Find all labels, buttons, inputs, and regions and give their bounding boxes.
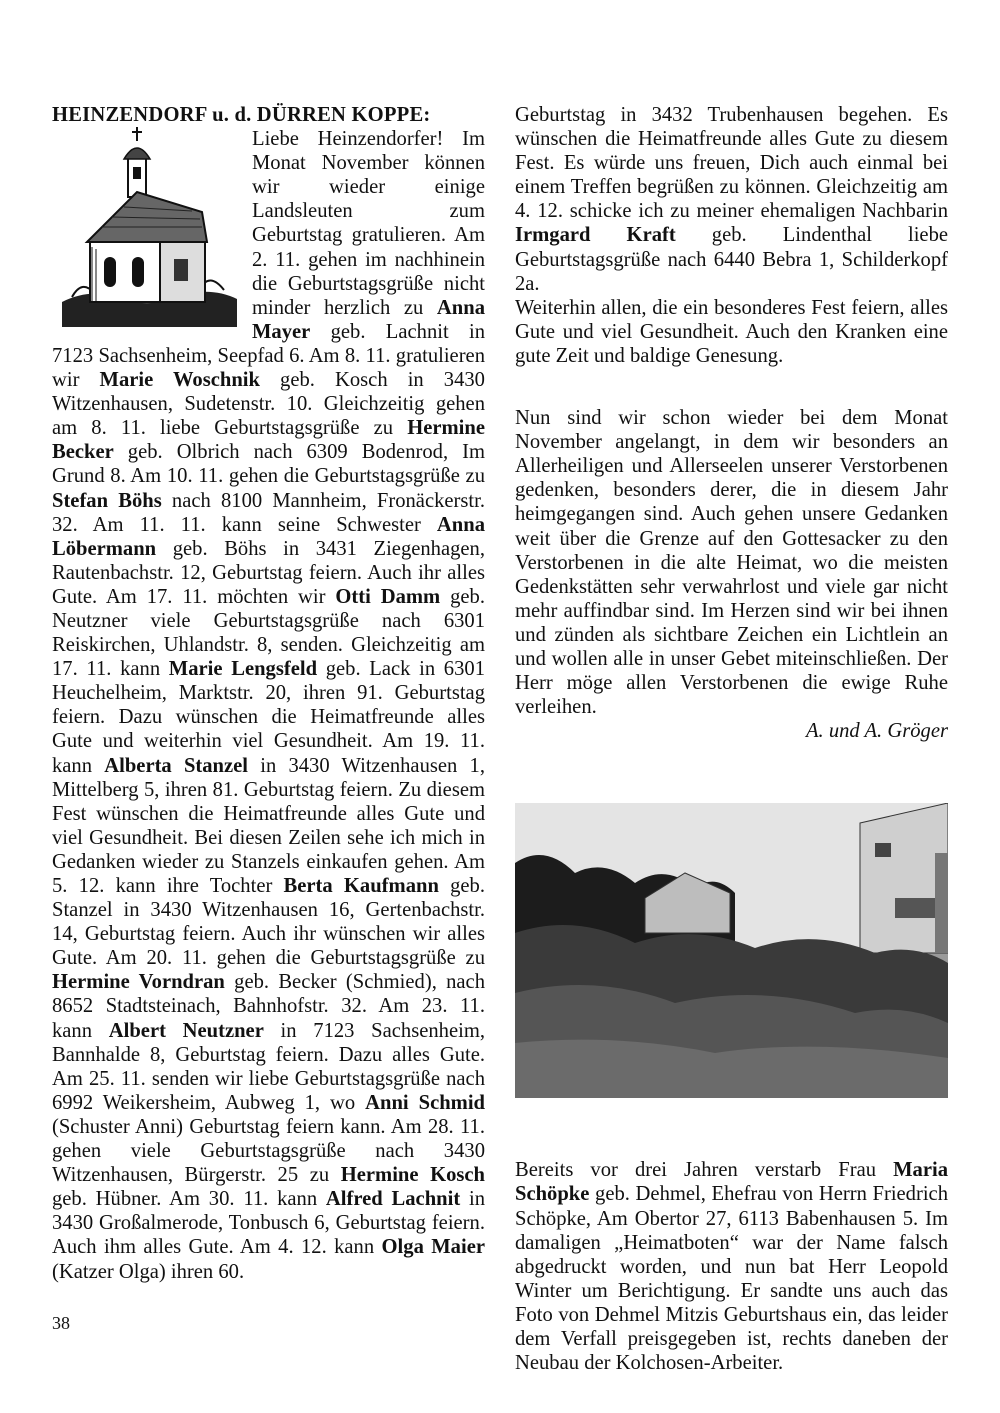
greeting-text-run: in 3430 Großalmerode, Tonbusch 6, Geburtstag feiern. Auch ihm alles Gute. Am 4. 12. kann [52, 1188, 485, 1259]
greeting-text-run: Liebe Heinzendorfer! Im Monat November können wir wieder einige Landsleuten zum Geburtstag gratulieren. Am 2. 11. gehen im nachhinein die Geburtstagsgrüße nicht minder herzlich zu [252, 128, 485, 319]
person-name: Berta Kaufmann [283, 875, 439, 897]
greeting-text-run: geb. Olbrich nach 6309 Bodenrod, Im Grund 8. Am 10. 11. gehen die Geburtstagsgrüße zu [52, 441, 485, 488]
person-name: Otti Damm [335, 585, 441, 608]
greeting-text-run: in 3430 Witzenhausen 1, Mittelberg 5, ihren 81. Geburtstag feiern. Zu diesem Fest wünschen die Heimatfreunde alles Gute und viel Gesundheit. Bei diesen Zeilen sehe ich mich in Gedanken wieder zu Stanzels einkaufen gehen. Am 5. 12. kann ihre Tochter [52, 754, 485, 897]
continuation-text-run: geb. Lindenthal liebe Geburtstagsgrüße nach 6440 Bebra 1, Schilderkopf 2a. [515, 224, 949, 295]
photo-caption [515, 1158, 948, 1375]
person-name: Olga Maier [381, 1236, 485, 1259]
greeting-text-run: geb. Hübner. Am 30. 11. kann [52, 1188, 326, 1211]
caption-text-run: Bereits vor drei Jahren verstarb Frau [515, 1159, 894, 1182]
caption-text-run: geb. Dehmel, Ehefrau von Herrn Friedrich Schöpke, Am Obertor 27, 6113 Babenhausen 5. Im damaligen „Heimatboten“ war der Name falsch abgedruckt worden, und nun bat Herr Leopold Winter um Berichtigung. Er sandte uns auch das Foto von Dehmel Mitzis Geburtshaus ein, das leider dem Verfall preisgegeben ist, rechts daneben der Neubau der Kolchosen-Arbeiter. [515, 1183, 948, 1375]
person-name: Alfred Lachnit [325, 1188, 461, 1211]
greeting-text-run: geb. Becker (Schmied), nach 8652 Stadtsteinach, Bahnhofstr. 32. Am 23. 11. kann [52, 971, 485, 1042]
person-name: Stefan Böhs [52, 489, 162, 512]
person-name: Marie Woschnik [99, 369, 260, 392]
signature-line [515, 719, 948, 743]
chapel-drawing-icon [52, 127, 252, 333]
greeting-text-run: (Schuster Anni) Geburtstag feiern kann. Am 28. 11. gehen viele Geburtstagsgrüße nach 3430 Witzenhausen, Bürgerstr. 25 zu [52, 1115, 485, 1187]
page-number: 38 [52, 1313, 70, 1333]
continuation-text-run: Geburtstag in 3432 Trubenhausen begehen. Es wünschen die Heimatfreunde alles Gute zu diesem Fest. Es würde uns freuen, Dich auch einmal bei einem Treffen begrüßen zu können. Gleichzeitig am 4. 12. schicke ich zu meiner ehemaligen Nachbarin [515, 104, 948, 223]
person-name: Hermine Becker [52, 417, 485, 464]
person-name: Hermine Vorndran [52, 971, 225, 994]
article-headline: HEINZENDORF u. d. DÜRREN KOPPE: [52, 104, 431, 126]
person-name: Irmgard Kraft [515, 224, 676, 247]
person-name: Anni Schmid [365, 1091, 485, 1114]
person-name: Alberta Stanzel [104, 754, 249, 777]
person-name: Anna Mayer [252, 296, 485, 343]
person-name: Hermine Kosch [340, 1164, 486, 1187]
wishes-paragraph: Weiterhin allen, die ein besonderes Fest feiern, alles Gute und viel Gesundheit. Auch den Kranken eine gute Zeit und baldige Genesung. [515, 296, 948, 367]
greeting-text-run: geb. Böhs in 3431 Ziegenhagen, Rautenbachstr. 12, Geburtstag feiern. Auch ihr alles Gute. Am 17. 11. möchten wir [52, 537, 485, 608]
birthday-continuation [515, 103, 948, 296]
memorial-paragraph: Nun sind wir schon wieder bei dem Monat November angelangt, in dem wir besonders an Allerheiligen und Allerseelen unserer Verstorbenen gedenken, besonders derer, die in diesem Jahr heimgegangen sind. Auch gehen unsere Gedanken weit über die Grenze auf den Gottesacker zu den Verstorbenen in die alte Heimat, wo die meisten Gedenkstätten sehr verwahrlost und viele gar nicht mehr auffindbar sind. Im Herzen sind wir bei ihnen und zünden als sichtbare Zeichen ein Lichtlein an und wollen alle in unser Gebet miteinschließen. Der Herr möge allen Verstorbenen die ewige Ruhe verleihen. [515, 407, 948, 719]
left-column [52, 103, 485, 1284]
house-photo-icon [515, 803, 948, 1098]
greeting-text-run: geb. Lack in 6301 Heuchelheim, Marktstr. 20, ihren 91. Geburtstag feiern. Dazu wünschen die Heimatfreunde alles Gute und weiterhin viel Gesundheit. Am 19. 11. kann [52, 658, 485, 777]
person-name: Albert Neutzner [108, 1019, 264, 1042]
greeting-text-run: geb. Neutzner viele Geburtstagsgrüße nach 6301 Reiskirchen, Uhlandstr. 8, senden. Gleichzeitig am 17. 11. kann [52, 585, 485, 681]
greeting-text-run: in 7123 Sachsenheim, Bannhalde 8, Geburtstag feiern. Dazu alles Gute. Am 25. 11. senden wir liebe Geburtstagsgrüße nach 6992 Weikersheim, Aubweg 1, wo [52, 1019, 485, 1114]
person-name: Maria Schöpke [515, 1159, 948, 1206]
person-name: Marie Lengsfeld [168, 658, 318, 681]
greeting-text-run: geb. Stanzel in 3430 Witzenhausen 16, Gertenbachstr. 14, Geburtstag feiern. Auch ihr wünschen wir alles Gute. Am 20. 11. gehen die Geburtstagsgrüße zu [52, 875, 486, 970]
right-column [515, 103, 948, 1375]
greeting-text-run: nach 8100 Mannheim, Fronäckerstr. 32. Am 11. 11. kann seine Schwester [52, 489, 485, 536]
greeting-text-run: (Katzer Olga) ihren 60. [52, 1260, 245, 1283]
greeting-text-run: geb. Kosch in 3430 Witzenhausen, Sudetenstr. 10. Gleichzeitig gehen am 8. 11. liebe Geburtstagsgrüße zu [52, 369, 485, 440]
greeting-text-run: geb. Lachnit in 7123 Sachsenheim, Seepfad 6. Am 8. 11. gratulieren wir [52, 320, 485, 392]
person-name: Anna Löbermann [52, 513, 485, 560]
signature: A. und A. Gröger [805, 720, 948, 743]
